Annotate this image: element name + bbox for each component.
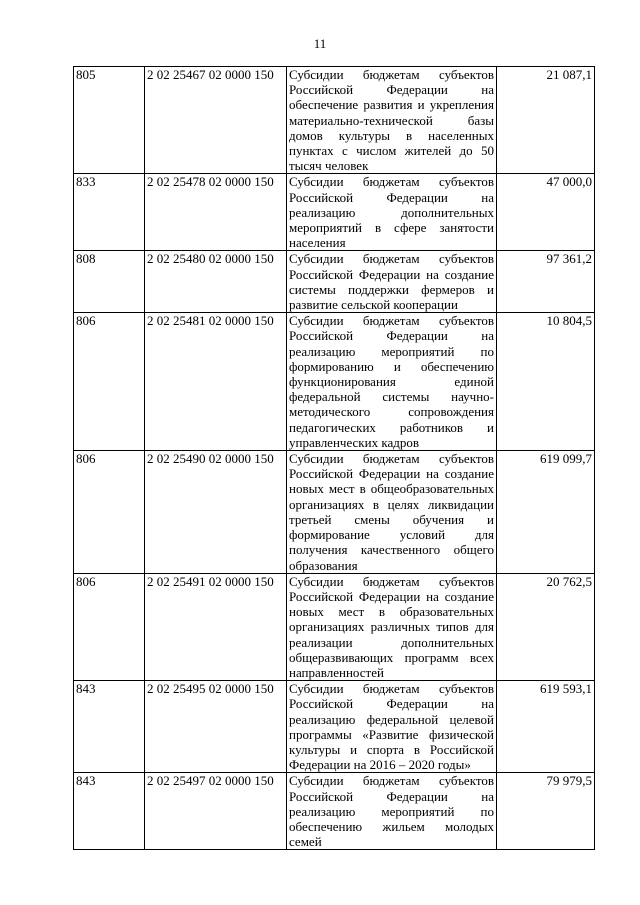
table-row bbox=[74, 313, 595, 451]
revenue-name-cell: Субсидии бюджетам субъектов Российской Федерации на создание системы поддержки фермеров и развитие сельской кооперации bbox=[287, 251, 497, 313]
budget-classification-code-cell: 2 02 25480 02 0000 150 bbox=[145, 251, 287, 313]
administrator-code-cell: 833 bbox=[74, 174, 145, 251]
revenue-name-cell: Субсидии бюджетам субъектов Российской Федерации на обеспечение развития и укрепления материально-технической базы домов культуры в населенных пунктах с числом жителей до 50 тысяч человек bbox=[287, 67, 497, 174]
budget-classification-code-cell: 2 02 25478 02 0000 150 bbox=[145, 174, 287, 251]
budget-classification-code-cell: 2 02 25491 02 0000 150 bbox=[145, 573, 287, 680]
budget-classification-code-cell: 2 02 25490 02 0000 150 bbox=[145, 451, 287, 574]
revenue-name-cell: Субсидии бюджетам субъектов Российской Федерации на создание новых мест в образовательных организациях различных типов для реализации дополнительных общеразвивающих программ всех направленностей bbox=[287, 573, 497, 680]
amount-cell: 619 099,7 bbox=[497, 451, 595, 574]
administrator-code-cell: 806 bbox=[74, 573, 145, 680]
amount-cell: 20 762,5 bbox=[497, 573, 595, 680]
administrator-code-cell: 843 bbox=[74, 681, 145, 773]
table-row bbox=[74, 174, 595, 251]
amount-cell: 47 000,0 bbox=[497, 174, 595, 251]
amount-cell: 97 361,2 bbox=[497, 251, 595, 313]
revenue-name-cell: Субсидии бюджетам субъектов Российской Федерации на реализацию мероприятий по формированию и обеспечению функционирования единой федеральной системы научно-методического сопровождения педагогических работников и управленческих кадров bbox=[287, 313, 497, 451]
amount-cell: 619 593,1 bbox=[497, 681, 595, 773]
table-row bbox=[74, 451, 595, 574]
budget-classification-code-cell: 2 02 25497 02 0000 150 bbox=[145, 773, 287, 850]
revenue-name-cell: Субсидии бюджетам субъектов Российской Федерации на реализацию мероприятий по обеспечению жильем молодых семей bbox=[287, 773, 497, 850]
revenue-name-cell: Субсидии бюджетам субъектов Российской Федерации на создание новых мест в общеобразовательных организациях в целях ликвидации третьей смены обучения и формирование условий для получения качественного общего образования bbox=[287, 451, 497, 574]
table-row bbox=[74, 67, 595, 174]
administrator-code-cell: 808 bbox=[74, 251, 145, 313]
amount-cell: 21 087,1 bbox=[497, 67, 595, 174]
budget-revenue-table bbox=[73, 66, 595, 850]
administrator-code-cell: 806 bbox=[74, 451, 145, 574]
revenue-name-cell: Субсидии бюджетам субъектов Российской Федерации на реализацию дополнительных мероприятий в сфере занятости населения bbox=[287, 174, 497, 251]
budget-classification-code-cell: 2 02 25495 02 0000 150 bbox=[145, 681, 287, 773]
revenue-name-cell: Субсидии бюджетам субъектов Российской Федерации на реализацию федеральной целевой программы «Развитие физической культуры и спорта в Российской Федерации на 2016 – 2020 годы» bbox=[287, 681, 497, 773]
administrator-code-cell: 843 bbox=[74, 773, 145, 850]
amount-cell: 79 979,5 bbox=[497, 773, 595, 850]
budget-classification-code-cell: 2 02 25467 02 0000 150 bbox=[145, 67, 287, 174]
table-row bbox=[74, 773, 595, 850]
budget-classification-code-cell: 2 02 25481 02 0000 150 bbox=[145, 313, 287, 451]
administrator-code-cell: 806 bbox=[74, 313, 145, 451]
table-row bbox=[74, 251, 595, 313]
table-row bbox=[74, 681, 595, 773]
amount-cell: 10 804,5 bbox=[497, 313, 595, 451]
page-number: 11 bbox=[313, 36, 327, 51]
table-row bbox=[74, 573, 595, 680]
administrator-code-cell: 805 bbox=[74, 67, 145, 174]
